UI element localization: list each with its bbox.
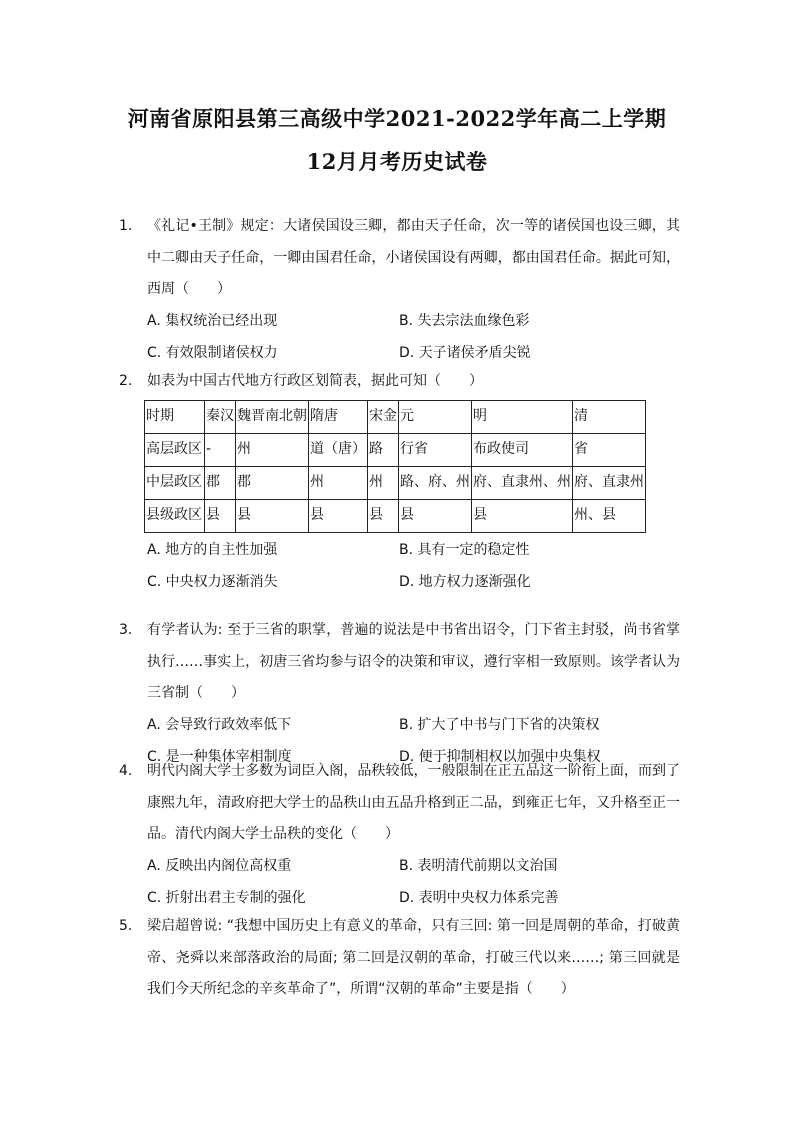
question-number: 3. — [119, 622, 133, 638]
table-cell: 布政使司 — [472, 433, 573, 466]
table-cell: 清 — [573, 400, 646, 433]
table-cell: 路 — [368, 433, 399, 466]
table-cell: 州、县 — [573, 499, 646, 532]
table-cell: 县 — [399, 499, 472, 532]
table-cell: 府、直隶州、州 — [472, 466, 573, 499]
table-cell: 秦汉 — [205, 400, 236, 433]
table-cell: 州 — [309, 466, 368, 499]
answer-options — [147, 306, 680, 370]
option-b: B. 扩大了中书与门下省的决策权 — [399, 716, 600, 733]
table-cell: 郡 — [236, 466, 309, 499]
table-cell: 县 — [236, 499, 309, 532]
exam-title-line1: 河南省原阳县第三高级中学2021-2022学年高二上学期 — [127, 106, 667, 131]
table-cell: 州 — [368, 466, 399, 499]
question-5 — [120, 911, 680, 1006]
table-cell: 路、府、州 — [399, 466, 472, 499]
option-b: B. 表明清代前期以文治国 — [399, 857, 558, 874]
table-cell: 县 — [368, 499, 399, 532]
question-1 — [120, 211, 680, 370]
option-c: C. 折射出君主专制的强化 — [147, 889, 306, 906]
admin-division-table — [144, 400, 646, 533]
table-cell: 时期 — [145, 400, 205, 433]
table-cell: - — [205, 433, 236, 466]
question-4 — [120, 756, 680, 915]
table-cell: 州 — [236, 433, 309, 466]
table-cell: 中层政区 — [145, 466, 205, 499]
answer-options — [147, 535, 680, 599]
option-a: A. 地方的自主性加强 — [147, 541, 278, 558]
table-cell: 明 — [472, 400, 573, 433]
table-cell: 道（唐） — [309, 433, 368, 466]
question-number: 5. — [119, 918, 133, 934]
question-3 — [120, 615, 680, 774]
option-d: D. 表明中央权力体系完善 — [399, 889, 559, 906]
table-row — [145, 466, 646, 499]
question-text: 有学者认为: 至于三省的职掌，普遍的说法是中书省出诏令，门下省主封驳，尚书省掌执行……事实上，初唐三省均参与诏令的决策和审议，遵行宰相一致原则。该学者认为三省制（ ） — [147, 622, 680, 701]
table-cell: 县 — [309, 499, 368, 532]
question-text: 明代内阁大学士多数为词臣入阁，品秩较低，一般限制在正五品这一阶衔上面，而到了康熙九年，清政府把大学士的品秩山由五品升格到正二品，到雍正七年，又升格至正一品。清代内阁大学士品秩的变化（ ） — [147, 763, 680, 842]
table-cell: 县 — [205, 499, 236, 532]
option-a: A. 反映出内阁位高权重 — [147, 857, 292, 874]
option-d: D. 地方权力逐渐强化 — [399, 573, 531, 590]
option-d: D. 便于抑制相权以加强中央集权 — [399, 748, 601, 765]
option-b: B. 失去宗法血缘色彩 — [399, 312, 530, 329]
question-number: 1. — [119, 218, 133, 234]
table-cell: 县 — [472, 499, 573, 532]
option-a: A. 会导致行政效率低下 — [147, 716, 292, 733]
question-text: 如表为中国古代地方行政区划简表，据此可知（ ） — [147, 373, 483, 389]
table-cell: 宋金 — [368, 400, 399, 433]
question-2 — [120, 366, 680, 599]
table-row — [145, 400, 646, 433]
answer-options — [147, 851, 680, 915]
table-cell: 府、直隶州 — [573, 466, 646, 499]
question-number: 4. — [119, 763, 133, 779]
option-c: C. 是一种集体宰相制度 — [147, 748, 292, 765]
table-cell: 郡 — [205, 466, 236, 499]
table-cell: 行省 — [399, 433, 472, 466]
option-c: C. 有效限制诸侯权力 — [147, 344, 278, 361]
option-a: A. 集权统治已经出现 — [147, 312, 278, 329]
question-text: 《礼记•王制》规定：大诸侯国设三卿，都由天子任命，次一等的诸侯国也设三卿，其中二卿由天子任命，一卿由国君任命，小诸侯国设有两卿，都由国君任命。据此可知，西周（ ） — [147, 218, 680, 297]
option-c: C. 中央权力逐渐消失 — [147, 573, 278, 590]
option-b: B. 具有一定的稳定性 — [399, 541, 530, 558]
table-cell: 隋唐 — [309, 400, 368, 433]
table-cell: 高层政区 — [145, 433, 205, 466]
exam-title-line2: 12月月考历史试卷 — [306, 149, 488, 174]
table-cell: 省 — [573, 433, 646, 466]
table-row — [145, 433, 646, 466]
table-row — [145, 499, 646, 532]
table-cell: 魏晋南北朝 — [236, 400, 309, 433]
question-text: 梁启超曾说: “我想中国历史上有意义的革命，只有三回: 第一回是周朝的革命，打破黄帝、尧舜以来部落政治的局面; 第二回是汉朝的革命，打破三代以来……; 第三回就是我们今天所纪念的辛亥革命了”，所谓“汉朝的革命”主要是指（ ） — [147, 918, 680, 997]
table-cell: 县级政区 — [145, 499, 205, 532]
option-d: D. 天子诸侯矛盾尖锐 — [399, 344, 531, 361]
table-cell: 元 — [399, 400, 472, 433]
question-number: 2. — [119, 373, 133, 389]
